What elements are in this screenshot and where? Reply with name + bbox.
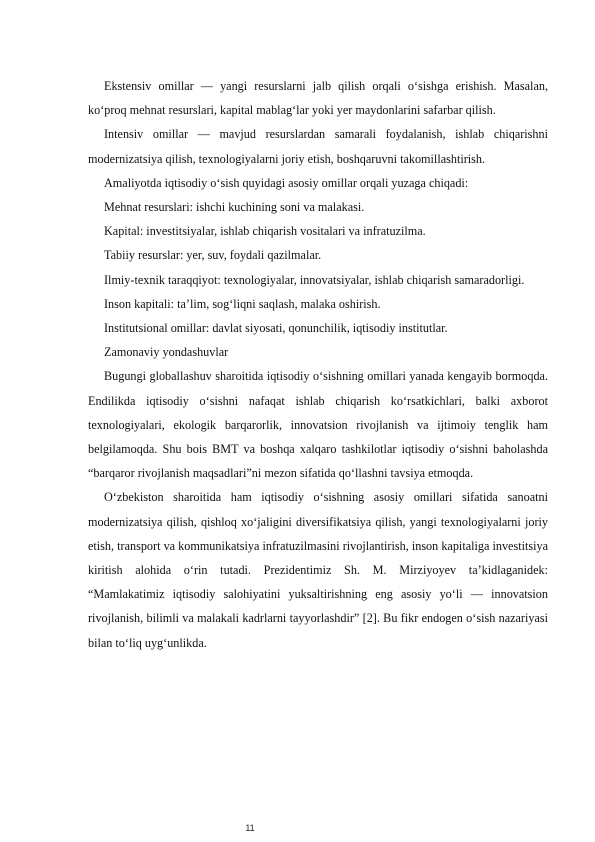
paragraph-intensive-factors: Intensiv omillar — mavjud resurslardan samarali foydalanish, ishlab chiqarishni modernizatsiya qilish, texnologiyalarni joriy etish, boshqaruvni takomillashtirish. (88, 127, 548, 166)
paragraph-labor-resources: Mehnat resurslari: ishchi kuchining soni va malakasi. (104, 200, 365, 215)
document-page (88, 74, 548, 655)
paragraph-human-capital: Inson kapitali: ta’lim, sog‘liqni saqlash, malaka oshirish. (104, 296, 381, 311)
paragraph-capital: Kapital: investitsiyalar, ishlab chiqarish vositalari va infratuzilma. (104, 224, 426, 239)
section-heading-modern-approaches: Zamonaviy yondashuvlar (104, 345, 229, 360)
paragraph-scientific-progress: Ilmiy-texnik taraqqiyot: texnologiyalar, innovatsiyalar, ishlab chiqarish samaradorligi. (104, 272, 525, 287)
paragraph-natural-resources: Tabiiy resurslar: yer, suv, foydali qazilmalar. (104, 248, 322, 263)
paragraph-globalization: Bugungi globallashuv sharoitida iqtisodiy o‘sishning omillari yanada kengayib bormoqda. Endilikda iqtisodiy o‘sishni nafaqat ishlab chiqarish ko‘rsatkichlari, balki axborot texnologiyalari, ekologik barqarorlik, innovatsion rivojlanish va ijtimoiy tenglik ham belgilamoqda. Shu bois BMT va boshqa xalqaro tashkilotlar iqtisodiy o‘sishni baholashda “barqaror rivojlanish maqsadlari”ni mezon sifatida qo‘llashni tavsiya etmoqda. (88, 369, 548, 481)
paragraph-extensive-factors: Ekstensiv omillar — yangi resurslarni jalb qilish orqali o‘sishga erishish. Masalan, ko‘proq mehnat resurslari, kapital mablag‘lar yoki yer maydonlarini safarbar qilish. (88, 79, 548, 118)
paragraph-institutional-factors: Institutsional omillar: davlat siyosati, qonunchilik, iqtisodiy institutlar. (104, 321, 448, 336)
paragraph-uzbekistan: O‘zbekiston sharoitida ham iqtisodiy o‘sishning asosiy omillari sifatida sanoatni modernizatsiya qilish, qishloq xo‘jaligini diversifikatsiya qilish, yangi texnologiyalarni joriy etish, transport va kommunikatsiya infratuzilmasini rivojlantirish, inson kapitaliga investitsiya kiritish alohida o‘rin tutadi. Prezidentimiz Sh. M. Mirziyoyev ta’kidlaganidek: “Mamlakatimiz iqtisodiy salohiyatini yuksaltirishning eng asosiy yo‘li — innovatsion rivojlanish, bilimli va malakali kadrlarni tayyorlashdir” [2]. Bu fikr endogen o‘sish nazariyasi bilan to‘liq uyg‘unlikda. (88, 490, 548, 650)
page-number: 11 (245, 823, 255, 833)
paragraph-main-factors-intro: Amaliyotda iqtisodiy o‘sish quyidagi asosiy omillar orqali yuzaga chiqadi: (104, 175, 469, 190)
